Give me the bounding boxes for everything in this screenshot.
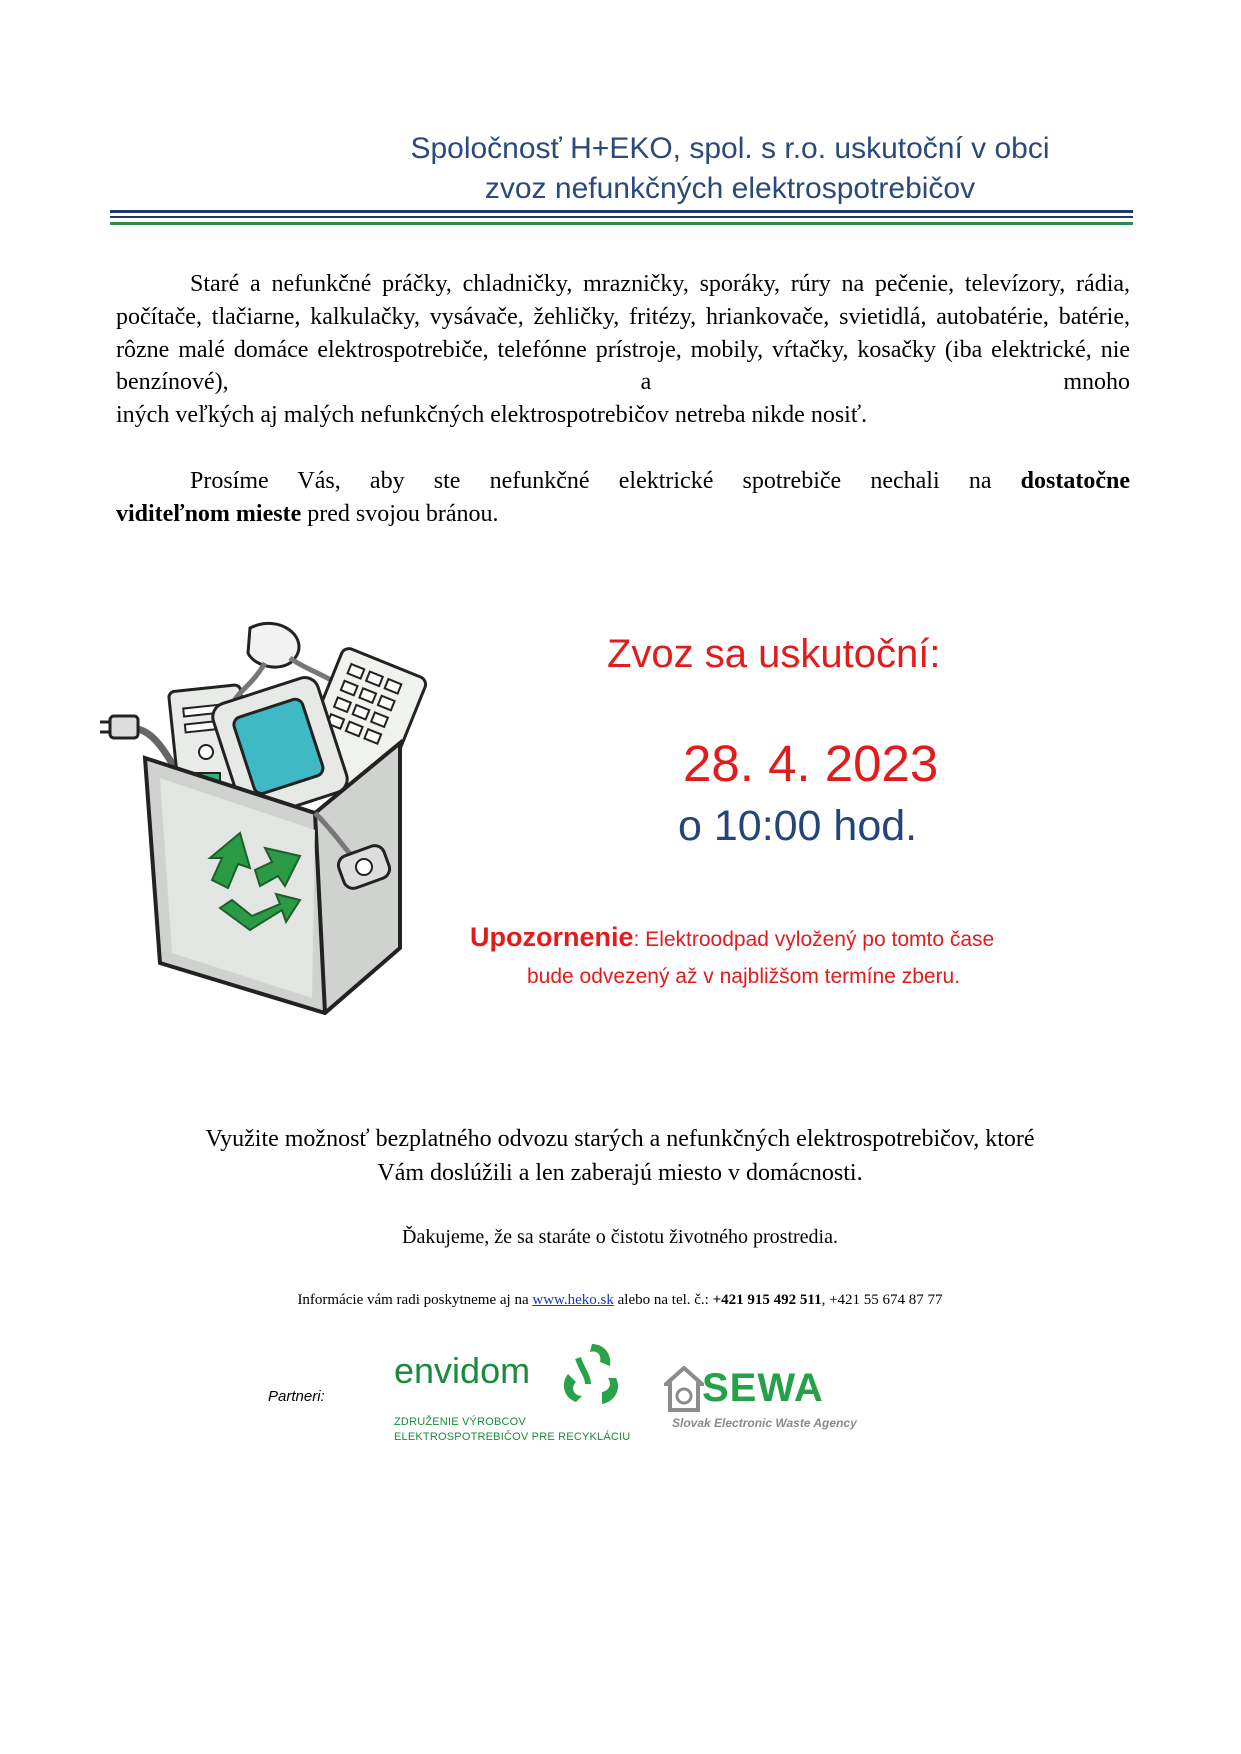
sewa-logo xyxy=(664,1364,884,1444)
partners-label: Partneri: xyxy=(268,1388,325,1405)
warning-line-1 xyxy=(470,922,994,953)
request-paragraph xyxy=(116,465,1130,531)
intro-line-5: iných veľkých aj malých nefunkčných elektrospotrebičov netreba nikde nosiť. xyxy=(116,402,868,429)
request-text: Prosíme Vás, aby ste nefunkčné elektrické spotrebiče nechali na xyxy=(190,468,992,494)
warning-text-1: : Elektroodpad vyložený po tomto čase xyxy=(633,928,995,951)
header-line-2: zvoz nefunkčných elektrospotrebičov xyxy=(484,172,976,205)
header-line-1: Spoločnosť H+EKO, spol. s r.o. uskutoční v obci xyxy=(410,132,1050,165)
recycle-bin-electronics-icon xyxy=(100,618,460,1030)
header-rule-navy xyxy=(110,210,1133,213)
contact-prefix: Informácie vám radi poskytneme aj na xyxy=(297,1292,529,1308)
thanks-text: Ďakujeme, že sa staráte o čistotu životného prostredia. xyxy=(402,1226,838,1248)
offer-line-1: Využite možnosť bezplatného odvozu starých a nefunkčných elektrospotrebičov, ktoré xyxy=(205,1126,1035,1152)
request-after: pred svojou bránou. xyxy=(307,500,499,527)
intro-line-2: televízory, rádia, počítače, tlačiarne, kalkulačky, vysávače, žehličky, fritézy, xyxy=(116,271,1131,330)
request-bold-2: viditeľnom mieste xyxy=(116,500,302,527)
intro-paragraph xyxy=(116,268,1130,432)
envidom-name: envidom xyxy=(394,1350,531,1391)
envidom-sub-2: ELEKTROSPOTREBIČOV PRE RECYKLÁCIU xyxy=(394,1431,631,1443)
envidom-recycle-icon xyxy=(558,1340,626,1410)
envidom-logo xyxy=(394,1340,634,1460)
warning-text-2: bude odvezený až v najbližšom termíne zberu. xyxy=(527,965,961,988)
intro-line-4: telefónne prístroje, mobily, vŕtačky, kosačky (iba elektrické, nie benzínové), a mnoho xyxy=(116,336,1131,396)
header-rule-green xyxy=(110,222,1133,225)
sewa-sub: Slovak Electronic Waste Agency xyxy=(672,1416,857,1430)
contact-line xyxy=(100,1292,1140,1309)
sewa-house-icon xyxy=(664,1366,704,1414)
collection-date: 28. 4. 2023 xyxy=(683,735,939,792)
header-rule-navy-thin xyxy=(110,216,1133,218)
heko-link[interactable]: www.heko.sk xyxy=(532,1292,614,1308)
request-bold-1: dostatočne xyxy=(1020,468,1130,494)
collection-heading: Zvoz sa uskutoční: xyxy=(607,632,941,676)
envidom-sub-1: ZDRUŽENIE VÝROBCOV xyxy=(394,1416,526,1428)
sewa-name: SEWA xyxy=(702,1366,824,1410)
contact-phone-2: , +421 55 674 87 77 xyxy=(821,1292,943,1308)
contact-phone-1: +421 915 492 511 xyxy=(712,1292,822,1308)
collection-time: o 10:00 hod. xyxy=(678,802,918,850)
warning-label: Upozornenie xyxy=(470,922,634,952)
contact-middle: alebo na tel. č.: xyxy=(617,1292,709,1308)
offer-line-2: Vám doslúžili a len zaberajú miesto v domácnosti. xyxy=(377,1160,863,1186)
intro-line-3: hriankovače, svietidlá, autobatérie, batérie, rôzne malé domáce elektrospotrebiče, xyxy=(116,303,1130,363)
intro-line-1: Staré a nefunkčné práčky, chladničky, mrazničky, sporáky, rúry na pečenie, xyxy=(190,271,955,297)
